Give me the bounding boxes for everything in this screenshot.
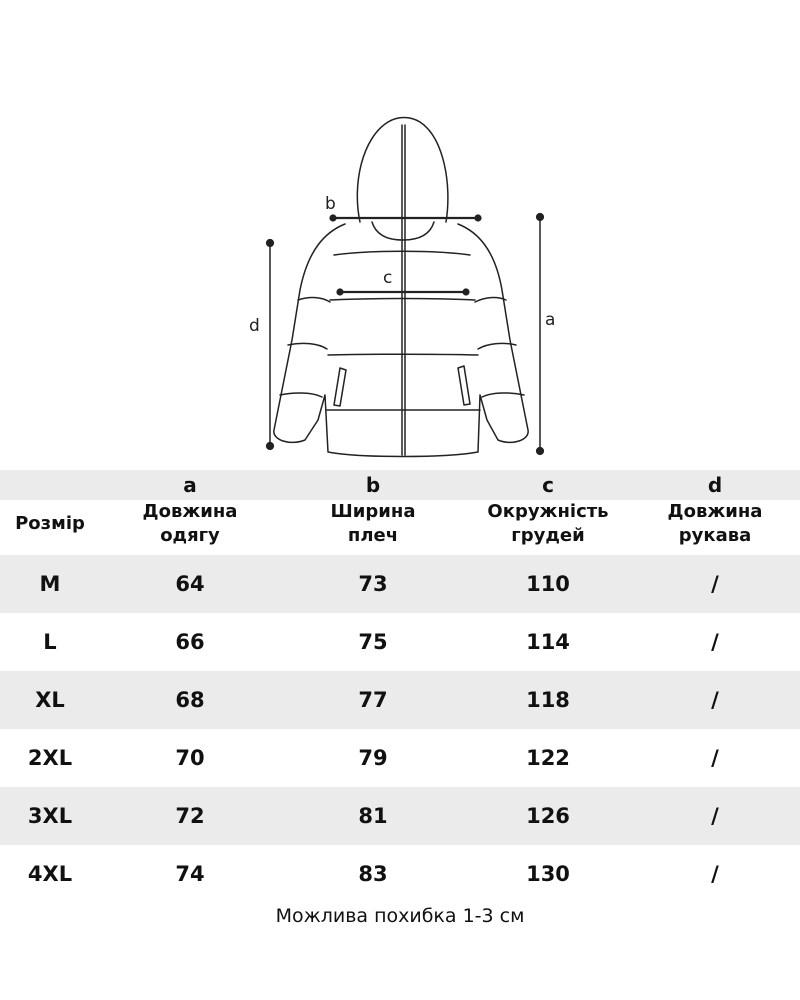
letter-a: a	[183, 473, 197, 497]
header-sleeve-length: Довжина рукава	[667, 501, 763, 546]
chest-cell: 130	[526, 862, 570, 886]
size-cell: L	[43, 630, 57, 654]
label-c: c	[383, 268, 393, 288]
sleeve-cell: /	[711, 688, 719, 712]
shoulder-cell: 77	[358, 688, 388, 712]
header-shoulder-width: Ширина плеч	[330, 501, 416, 546]
length-cell: 74	[175, 862, 205, 886]
size-cell: XL	[35, 688, 65, 712]
sleeve-cell: /	[711, 746, 719, 770]
size-cell: 3XL	[27, 804, 73, 828]
table-header-row	[0, 500, 800, 555]
sleeve-cell: /	[711, 804, 719, 828]
header-chest: Окружність грудей	[487, 501, 609, 546]
jacket-diagram	[0, 0, 800, 470]
table-row	[0, 729, 800, 787]
chest-cell: 114	[526, 630, 570, 654]
sleeve-cell: /	[711, 630, 719, 654]
hood-inner	[372, 222, 434, 240]
shoulder-cell: 81	[358, 804, 388, 828]
header-length: Довжина одягу	[142, 501, 238, 546]
sleeve-cell: /	[711, 862, 719, 886]
letter-b: b	[365, 473, 381, 497]
size-cell: M	[39, 572, 61, 596]
shoulder-cell: 83	[358, 862, 388, 886]
shoulder-cell: 73	[358, 572, 388, 596]
chest-cell: 126	[526, 804, 570, 828]
length-cell: 70	[175, 746, 205, 770]
sleeve-cell: /	[711, 572, 719, 596]
table-row	[0, 555, 800, 613]
length-cell: 68	[175, 688, 205, 712]
table-row	[0, 613, 800, 671]
letter-d: d	[707, 473, 723, 497]
pocket-left	[334, 368, 346, 406]
size-cell: 2XL	[27, 746, 73, 770]
tolerance-note: Можлива похибка 1-3 см	[275, 905, 525, 927]
length-cell: 72	[175, 804, 205, 828]
chest-cell: 118	[526, 688, 570, 712]
shoulder-cell: 75	[358, 630, 388, 654]
pocket-right	[458, 366, 470, 405]
size-table	[0, 470, 800, 903]
size-cell: 4XL	[27, 862, 73, 886]
table-row	[0, 787, 800, 845]
jacket-body	[274, 224, 528, 457]
table-row	[0, 845, 800, 903]
letter-c: c	[542, 473, 554, 497]
chest-cell: 122	[526, 746, 570, 770]
jacket-illustration	[0, 0, 800, 470]
length-cell: 64	[175, 572, 205, 596]
chest-cell: 110	[526, 572, 570, 596]
length-cell: 66	[175, 630, 205, 654]
label-d: d	[249, 316, 260, 336]
shoulder-cell: 79	[358, 746, 388, 770]
label-a: a	[545, 310, 556, 330]
column-letters-row	[0, 470, 800, 500]
header-size: Розмір	[15, 513, 85, 534]
label-b: b	[325, 194, 336, 214]
table-row	[0, 671, 800, 729]
